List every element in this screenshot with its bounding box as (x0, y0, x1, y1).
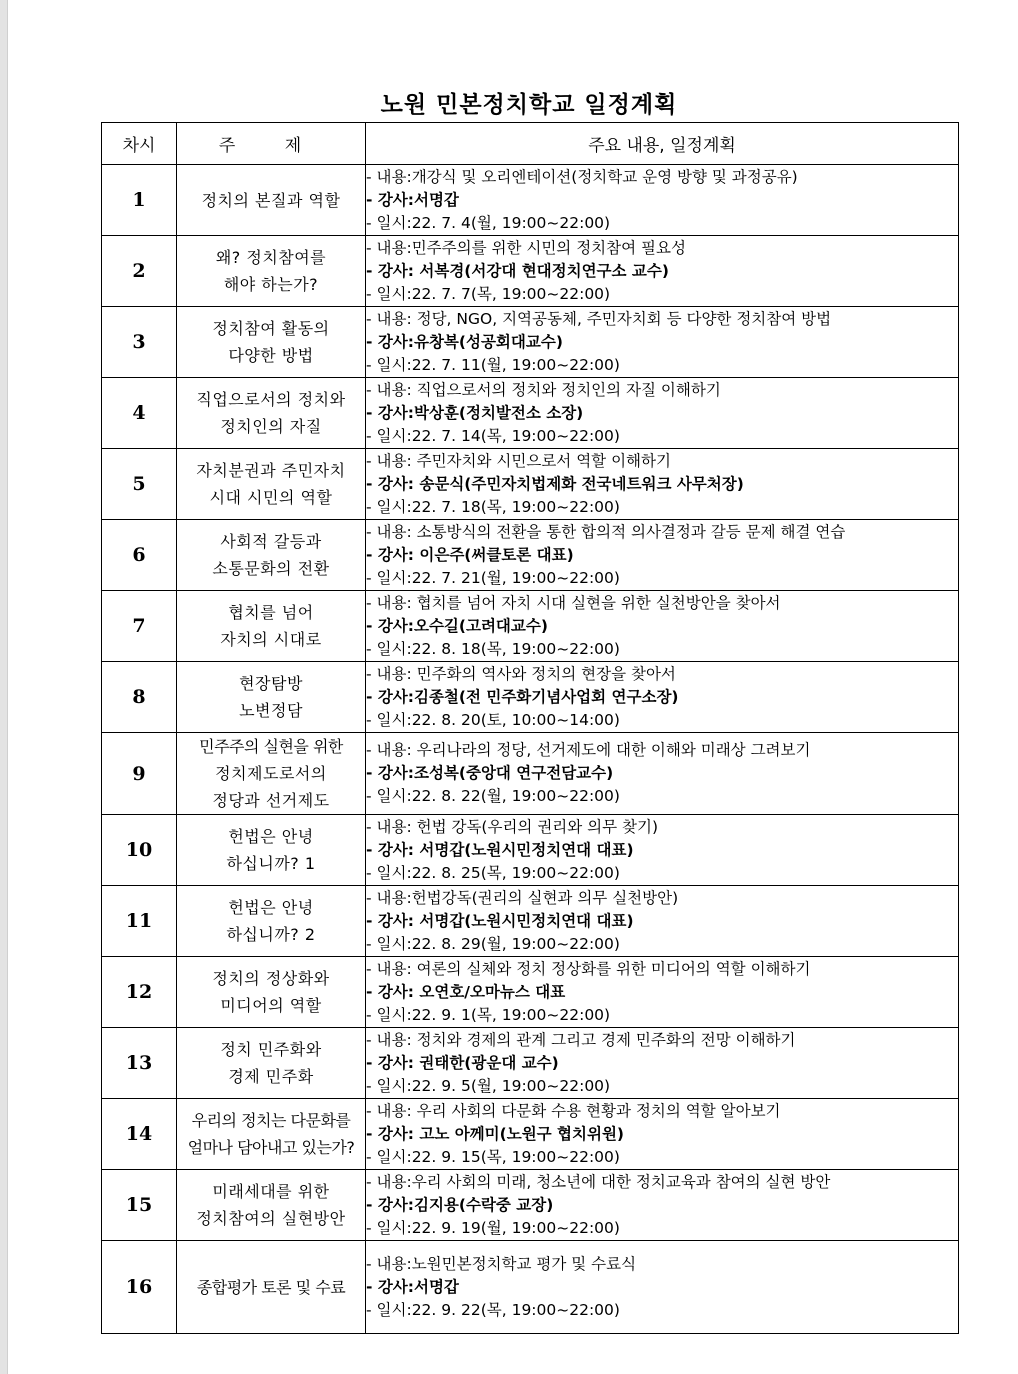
session-content: - 내용: 헌법 강독(우리의 권리와 의무 찾기) (366, 817, 659, 836)
topic-line: 정치 민주화와 (220, 1040, 322, 1059)
session-details (366, 165, 959, 236)
session-date: - 일시:22. 8. 18(목, 19:00~22:00) (366, 639, 620, 658)
session-topic (177, 662, 366, 733)
session-lecturer: - 강사:김지용(수락중 교장) (366, 1195, 554, 1214)
session-content: - 내용: 직업으로서의 정치와 정치인의 자질 이해하기 (366, 380, 721, 399)
session-content: - 내용: 우리나라의 정당, 선거제도에 대한 이해와 미래상 그려보기 (366, 741, 811, 759)
topic-line: 우리의 정치는 다문화를 (191, 1111, 351, 1130)
session-content: - 내용: 여론의 실체와 정치 정상화를 위한 미디어의 역할 이해하기 (366, 959, 811, 978)
topic-line: 현장탐방 (239, 674, 303, 693)
session-topic (177, 1028, 366, 1099)
session-content: - 내용:우리 사회의 미래, 청소년에 대한 정치교육과 참여의 실현 방안 (366, 1172, 831, 1191)
header-session-no: 차시 (102, 123, 177, 165)
topic-line: 왜? 정치참여를 (215, 248, 327, 267)
topic-line: 정치제도로서의 (215, 764, 327, 783)
session-lecturer: - 강사:서명갑 (366, 1277, 459, 1296)
session-lecturer: - 강사: 고노 아께미(노원구 협치위원) (366, 1124, 625, 1143)
session-details (366, 1170, 959, 1241)
session-number: 12 (102, 957, 177, 1028)
session-content: - 내용: 소통방식의 전환을 통한 합의적 의사결정과 갈등 문제 해결 연습 (366, 522, 846, 541)
table-row (102, 449, 959, 520)
session-date: - 일시:22. 7. 4(월, 19:00~22:00) (366, 213, 611, 232)
session-lecturer: - 강사:김종철(전 민주화기념사업회 연구소장) (366, 687, 679, 706)
session-lecturer: - 강사:조성복(중앙대 연구전담교수) (366, 764, 614, 782)
topic-line: 정치참여 활동의 (212, 319, 330, 338)
session-number: 15 (102, 1170, 177, 1241)
table-row (102, 1241, 959, 1334)
session-lecturer: - 강사:박상훈(정치발전소 소장) (366, 403, 584, 422)
schedule-table (101, 122, 959, 1334)
session-details (366, 1099, 959, 1170)
session-topic (177, 957, 366, 1028)
table-row (102, 165, 959, 236)
table-row (102, 591, 959, 662)
session-content: - 내용:민주주의를 위한 시민의 정치참여 필요성 (366, 238, 686, 257)
session-details (366, 378, 959, 449)
topic-line: 정당과 선거제도 (212, 791, 330, 810)
table-row (102, 378, 959, 449)
session-date: - 일시:22. 7. 11(월, 19:00~22:00) (366, 355, 620, 374)
session-date: - 일시:22. 9. 22(목, 19:00~22:00) (366, 1300, 620, 1319)
session-details (366, 815, 959, 886)
session-date: - 일시:22. 8. 25(목, 19:00~22:00) (366, 863, 620, 882)
session-date: - 일시:22. 7. 18(목, 19:00~22:00) (366, 497, 620, 516)
topic-line: 자치의 시대로 (220, 630, 322, 649)
topic-line: 미디어의 역할 (220, 996, 322, 1015)
session-lecturer: - 강사: 서명갑(노원시민정치연대 대표) (366, 840, 634, 859)
session-lecturer: - 강사: 권태한(광운대 교수) (366, 1053, 559, 1072)
session-lecturer: - 강사: 오연호/오마뉴스 대표 (366, 982, 566, 1001)
session-date: - 일시:22. 7. 14(목, 19:00~22:00) (366, 426, 620, 445)
session-date: - 일시:22. 8. 29(월, 19:00~22:00) (366, 934, 620, 953)
session-date: - 일시:22. 8. 20(토, 10:00~14:00) (366, 710, 620, 729)
topic-line: 시대 시민의 역할 (209, 488, 333, 507)
session-content: - 내용: 우리 사회의 다문화 수용 현황과 정치의 역할 알아보기 (366, 1101, 781, 1120)
session-topic (177, 236, 366, 307)
session-content: - 내용: 협치를 넘어 자치 시대 실현을 위한 실천방안을 찾아서 (366, 593, 781, 612)
session-details (366, 236, 959, 307)
topic-line: 얼마나 담아내고 있는가? (187, 1138, 355, 1157)
session-lecturer: - 강사:유창복(성공회대교수) (366, 332, 563, 351)
topic-line: 경제 민주화 (228, 1067, 314, 1086)
session-content: - 내용: 민주화의 역사와 정치의 현장을 찾아서 (366, 664, 676, 683)
session-topic (177, 449, 366, 520)
session-details (366, 449, 959, 520)
topic-line: 미래세대를 위한 (212, 1182, 330, 1201)
table-row (102, 520, 959, 591)
session-content: - 내용: 정치와 경제의 관계 그리고 경제 민주화의 전망 이해하기 (366, 1030, 796, 1049)
session-number: 5 (102, 449, 177, 520)
session-topic (177, 1099, 366, 1170)
session-details (366, 591, 959, 662)
session-lecturer: - 강사: 서명갑(노원시민정치연대 대표) (366, 911, 634, 930)
session-lecturer: - 강사: 서복경(서강대 현대정치연구소 교수) (366, 261, 669, 280)
session-number: 10 (102, 815, 177, 886)
session-date: - 일시:22. 9. 19(월, 19:00~22:00) (366, 1218, 620, 1237)
session-details (366, 307, 959, 378)
table-header-row (102, 123, 959, 165)
table-row (102, 733, 959, 815)
topic-line: 노변정담 (239, 701, 303, 720)
table-row (102, 957, 959, 1028)
table-row (102, 236, 959, 307)
session-topic (177, 733, 366, 815)
table-row (102, 662, 959, 733)
session-date: - 일시:22. 8. 22(월, 19:00~22:00) (366, 787, 620, 805)
session-topic (177, 815, 366, 886)
table-row (102, 1170, 959, 1241)
table-row (102, 815, 959, 886)
page-left-border (0, 0, 8, 1374)
session-topic (177, 1241, 366, 1334)
session-topic (177, 886, 366, 957)
topic-line: 종합평가 토론 및 수료 (196, 1277, 346, 1297)
session-number: 4 (102, 378, 177, 449)
session-topic (177, 1170, 366, 1241)
session-lecturer: - 강사:서명갑 (366, 190, 459, 209)
topic-line: 자치분권과 주민자치 (196, 461, 346, 480)
header-content: 주요 내용, 일정계획 (366, 123, 959, 165)
session-date: - 일시:22. 7. 7(목, 19:00~22:00) (366, 284, 611, 303)
session-content: - 내용: 정당, NGO, 지역공동체, 주민자치회 등 다양한 정치참여 방법 (366, 309, 832, 328)
session-content: - 내용:노원민본정치학교 평가 및 수료식 (366, 1254, 637, 1273)
topic-line: 협치를 넘어 (228, 603, 314, 622)
session-number: 8 (102, 662, 177, 733)
topic-line: 헌법은 안녕 (228, 827, 314, 846)
session-lecturer: - 강사: 이은주(써클토론 대표) (366, 545, 574, 564)
table-row (102, 307, 959, 378)
topic-line: 소통문화의 전환 (212, 559, 330, 578)
session-details (366, 520, 959, 591)
topic-line: 민주주의 실현을 위한 (199, 737, 343, 756)
table-row (102, 1028, 959, 1099)
session-number: 7 (102, 591, 177, 662)
session-number: 11 (102, 886, 177, 957)
session-number: 13 (102, 1028, 177, 1099)
session-number: 9 (102, 733, 177, 815)
session-topic (177, 591, 366, 662)
session-details (366, 733, 959, 815)
session-number: 6 (102, 520, 177, 591)
topic-line: 정치의 정상화와 (212, 969, 330, 988)
session-number: 3 (102, 307, 177, 378)
session-details (366, 1028, 959, 1099)
session-content: - 내용: 주민자치와 시민으로서 역할 이해하기 (366, 451, 671, 470)
session-topic (177, 307, 366, 378)
session-topic (177, 378, 366, 449)
page-title: 노원 민본정치학교 일정계획 (380, 92, 678, 118)
session-date: - 일시:22. 7. 21(월, 19:00~22:00) (366, 568, 620, 587)
topic-line: 하십니까? 1 (226, 854, 316, 873)
session-details (366, 886, 959, 957)
session-number: 1 (102, 165, 177, 236)
session-date: - 일시:22. 9. 15(목, 19:00~22:00) (366, 1147, 620, 1166)
session-number: 14 (102, 1099, 177, 1170)
session-details (366, 957, 959, 1028)
session-date: - 일시:22. 9. 1(목, 19:00~22:00) (366, 1005, 611, 1024)
header-topic: 주 제 (177, 123, 366, 165)
session-topic (177, 165, 366, 236)
session-date: - 일시:22. 9. 5(월, 19:00~22:00) (366, 1076, 611, 1095)
topic-line: 사회적 갈등과 (220, 532, 322, 551)
topic-line: 하십니까? 2 (226, 925, 316, 944)
session-topic (177, 520, 366, 591)
topic-line: 정치인의 자질 (220, 417, 322, 436)
table-row (102, 886, 959, 957)
topic-line: 직업으로서의 정치와 (196, 390, 346, 409)
topic-line: 해야 하는가? (223, 275, 319, 294)
topic-line: 다양한 방법 (228, 346, 314, 365)
session-content: - 내용:개강식 및 오리엔테이션(정치학교 운영 방향 및 과정공유) (366, 167, 798, 186)
session-number: 16 (102, 1241, 177, 1334)
session-details (366, 1241, 959, 1334)
session-details (366, 662, 959, 733)
topic-line: 헌법은 안녕 (228, 898, 314, 917)
session-lecturer: - 강사: 송문식(주민자치법제화 전국네트워크 사무처장) (366, 474, 744, 493)
table-row (102, 1099, 959, 1170)
topic-line: 정치의 본질과 역할 (201, 190, 341, 210)
topic-line: 정치참여의 실현방안 (196, 1209, 346, 1228)
session-number: 2 (102, 236, 177, 307)
session-content: - 내용:헌법강독(권리의 실현과 의무 실천방안) (366, 888, 679, 907)
session-lecturer: - 강사:오수길(고려대교수) (366, 616, 548, 635)
